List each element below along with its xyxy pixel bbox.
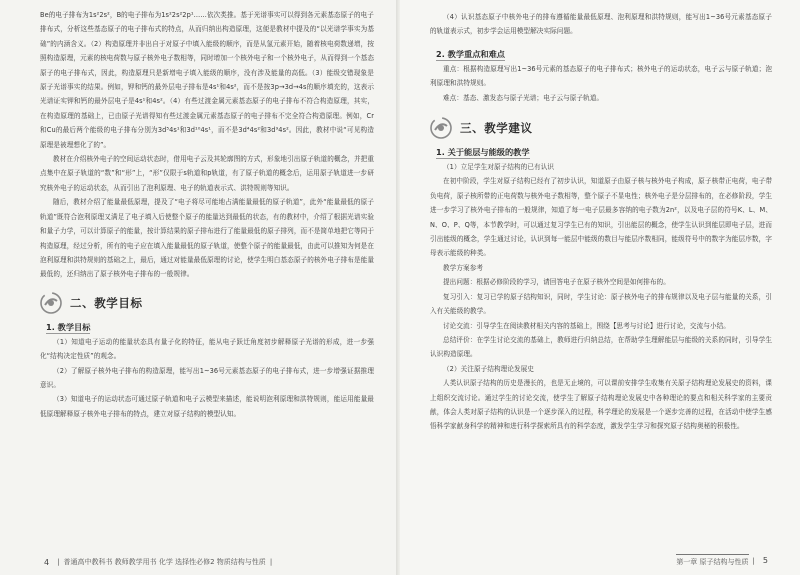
right-page <box>400 0 800 575</box>
objectives-heading: 1. 教学目标 <box>46 321 91 332</box>
section-header-objectives <box>40 292 374 314</box>
flow-step-3: 讨论交流：引导学生在阅读教材相关内容的基础上，围绕【思考与讨论】进行讨论，交流与小结。 <box>443 321 730 330</box>
right-footer: 第一章 原子结构与性质 | 5 <box>676 556 768 566</box>
paragraph-history: 人类认识原子结构的历史是漫长的，也是无止境的，可以课前安排学生收集有关原子结构理论发展史的资料，课上组织交流讨论。通过学生的讨论交流，使学生了解原子结构理论发展史中各种理论的要点和相关科学家的主要贡献，体会人类对原子结构的认识是一个逐步深入的过程，科学理论的发展是一个逐步完善的过程，在活动中使学生感悟科学家献身科学的精神和进行科学探索所具有的科学态度，激发学生学习和探究原子结构奥秘的积极性。 <box>430 379 772 431</box>
sub-heading-2: （2）关注原子结构理论发展史 <box>443 364 535 373</box>
intro-paragraph-1: Be的电子排布为1s²2s²，B的电子排布为1s²2s²2p¹……依次类推。基于光谱事实可以得到各元素基态原子的电子排布式，分析这些基态原子的电子排布式的特点，从而归纳出构造原理，这便是教材中提及的“以光谱学事实为基础”的内涵含义。（2）构造原理并非出自于对原子中填入能级的顺序，而是从氢元素开始，随着核电荷数递增，按照构造原理，元素的核电荷数与原子核外电子数相等，同时增加一个核外电子和一个核外电子，从而得到一个基态原子的电子排布式，因此，构造原理只是新增电子填入能级的顺序，没有涉及能量的高低。（3）能级交错现象是原子光谱事实的结果。例如，钾和钙的最外层电子排布是4s¹和4s²，而不是按3p→3d→4s的顺序填充的，这表示光谱证实钾和钙的最外层电子是4s¹和4s²。（4）有些过渡金属元素基态原子的电子排布不符合构造原理，其实，在构造原理的基础上，已由原子光谱得知有些过渡金属元素基态原子的电子排布不完全符合构造原理。例如，Cr和Cu的最后两个能级的电子排布分别为3d⁵4s¹和3d¹⁰4s¹，而不是3d⁴4s²和3d⁹4s²。因此，教材中说“可见构造原理是被理想化了的”。 <box>40 11 374 149</box>
left-footer: 4 | 普通高中教科书 教师教学用书 化学 选择性必修2 物质结构与性质 | <box>44 557 273 567</box>
sub-heading-1: （1）立足学生对原子结构的已有认识 <box>443 163 555 172</box>
key-point-difficulty: 难点：基态、激发态与原子光谱；电子云与原子轨道。 <box>443 93 604 102</box>
section-header-suggestions <box>430 117 772 139</box>
intro-paragraph-2: 教材在介绍核外电子的空间运动状态时，借用电子云及其轮廓图的方式，形象地引出原子轨道的概念，并把重点集中在原子轨道的“数”和“形”上，“形”仅限于s轨道和p轨道，有了原子轨道的概念后，运用原子轨道进一步研究核外电子的运动状态，从而引出了泡利原理、电子的轨道表示式、洪特规则等知识。 <box>40 155 374 192</box>
chapter-label: 第一章 原子结构与性质 <box>676 554 748 567</box>
key-point-focus: 重点：根据构造原理写出1~36号元素的基态原子的电子排布式；核外电子的运动状态，电子云与原子轨道；泡利原理和洪特规则。 <box>430 64 772 88</box>
objective-2: （2）了解原子核外电子排布的构造原理，能写出1~36号元素基态原子的电子排布式，进一步增强证据推理意识。 <box>40 366 374 389</box>
flow-step-2: 复习引入：复习已学的原子结构知识，同时，学生讨论：原子核外电子的排布规律以及电子层与能量的关系，引入有关能级的教学。 <box>430 292 772 316</box>
section-title: 二、教学目标 <box>70 295 143 310</box>
objective-1: （1）知道电子运动的能量状态具有量子化的特征，能从电子跃迁角度初步解释原子光谱的形成，进一步强化“结构决定性质”的观念。 <box>40 337 374 361</box>
flow-step-4: 总结评价：在学生讨论交流的基础上，教师进行归纳总结，在帮助学生理解能层与能级的关系的同时，引导学生认识构造原理。 <box>430 335 772 359</box>
teaching-plan-label: 教学方案参考 <box>443 263 484 272</box>
paragraph-energy-levels: 在初中阶段，学生对原子结构已经有了初步认识，知道原子由原子核与核外电子构成，原子核带正电荷，电子带负电荷，原子核所带的正电荷数与核外电子数相等，整个原子不显电性；核外电子是分层排布的，在必修阶段，学生进一步学习了核外电子排布的一般规律，知道了每一电子层最多容纳的电子数为2n²，以及电子层的符号K、L、M、N、O、P、Q等，本节教学时，可以通过复习学生已有的知识，引出能层的概念，使学生认识到能层即电子层，进而引出能级的概念，学生通过讨论，认识到每一能层中能级的数目与能层序数相同，能级符号中的数字为能层序数，字母表示能级的种类。 <box>430 177 772 258</box>
flow-step-1: 提出问题：根据必修阶段的学习，请回答电子在原子核外空间是如何排布的。 <box>443 278 670 287</box>
section-icon <box>40 292 62 314</box>
key-points-heading: 2. 教学重点和难点 <box>436 48 505 59</box>
footer-text: 普通高中教科书 教师教学用书 化学 选择性必修2 物质结构与性质 <box>63 558 266 566</box>
intro-paragraph-3: 随后，教材介绍了能量最低原理，提及了“电子将尽可能地占满能量最低的原子轨道”，此外“能量最低的原子轨道”既符合泡利原理又满足了电子填入后使整个原子的能量达到最低的状态，有的教材中，介绍了根据光谱实验和量子力学，可以计算原子的能量，按计算结果的原子排布进行了能量最低的原子排列，而不是简单地把它等同于构造原理，经过分析，所有的电子应在填入能量最低的原子轨道，使整个原子的能量最低，由此可以推知为何是在泡利原理和洪特规则的基础之上，最后，通过对能量最低原理的讨论，使学生明白基态原子的核外电子排布是能量最低的，还归纳出了原子核外电子排布的一般规律。 <box>40 198 374 279</box>
energy-level-heading: 1. 关于能层与能级的教学 <box>436 147 530 158</box>
page-number: 4 <box>44 557 50 567</box>
section-title: 三、教学建议 <box>460 121 533 136</box>
section-icon <box>430 117 452 139</box>
objective-4: （4）认识基态原子中核外电子的排布遵循能量最低原理、泡利原理和洪特规则，能写出1~36号元素基态原子的轨道表示式，初步学会运用模型解决实际问题。 <box>430 13 772 36</box>
page-number: 5 <box>762 556 768 565</box>
objective-3: （3）知道电子的运动状态可通过原子轨道和电子云模型来描述，能说明泡利原理和洪特规则，能运用能量最低原理解释原子核外电子排布的特点，建立对原子结构的模型认知。 <box>40 395 374 418</box>
